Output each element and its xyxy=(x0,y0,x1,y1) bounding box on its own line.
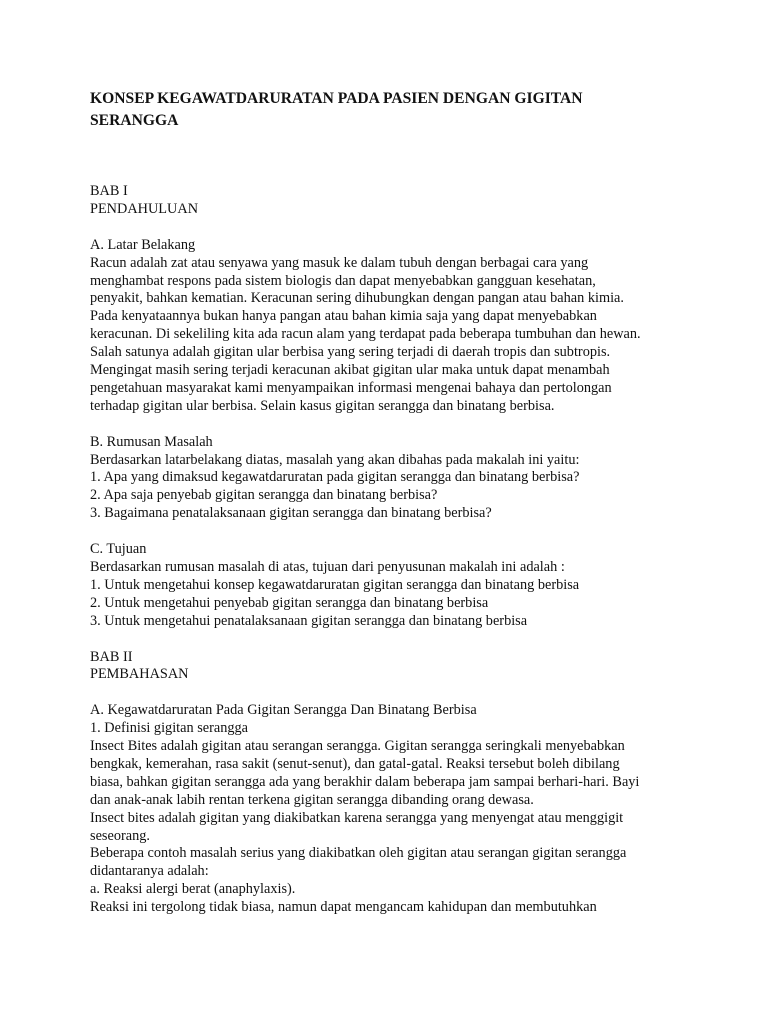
body-line: Reaksi ini tergolong tidak biasa, namun dapat mengancam kahidupan dan membutuhkan xyxy=(90,899,597,916)
body-line: pengetahuan masyarakat kami menyampaikan informasi mengenai bahaya dan pertolongan xyxy=(90,379,612,396)
body-line: penyakit, bahkan kematian. Keracunan sering dihubungkan dengan pangan atau bahan kimia. xyxy=(90,290,624,307)
paragraph-break xyxy=(90,684,690,702)
body-line: Mengingat masih sering terjadi keracunan akibat gigitan ular maka untuk dapat menambah xyxy=(90,362,610,379)
body-line: A. Latar Belakang xyxy=(90,236,196,253)
body-line: didantaranya adalah: xyxy=(90,863,209,880)
body-line: 1. Untuk mengetahui konsep kegawatdaruratan gigitan serangga dan binatang berbisa xyxy=(90,576,580,593)
title-line: KONSEP KEGAWATDARURATAN PADA PASIEN DENGAN GIGITAN xyxy=(90,90,583,107)
paragraph-break xyxy=(90,416,690,434)
document-body xyxy=(90,183,690,917)
body-line: keracunan. Di sekeliling kita ada racun alam yang terdapat pada beberapa tumbuhan dan hewan. xyxy=(90,326,641,343)
document-page xyxy=(90,88,690,917)
body-line: B. Rumusan Masalah xyxy=(90,433,213,450)
body-line: Salah satunya adalah gigitan ular berbisa yang sering terjadi di daerah tropis dan subtropis. xyxy=(90,344,611,361)
body-line: Berdasarkan rumusan masalah di atas, tujuan dari penyusunan makalah ini adalah : xyxy=(90,558,565,575)
body-line: 2. Untuk mengetahui penyebab gigitan serangga dan binatang berbisa xyxy=(90,594,489,611)
body-line: dan anak-anak labih rentan terkena gigitan serangga dibanding orang dewasa. xyxy=(90,791,534,808)
body-line: Beberapa contoh masalah serius yang diakibatkan oleh gigitan atau serangan gigitan serangga xyxy=(90,845,627,862)
body-line: Berdasarkan latarbelakang diatas, masalah yang akan dibahas pada makalah ini yaitu: xyxy=(90,451,580,468)
body-line: 3. Bagaimana penatalaksanaan gigitan serangga dan binatang berbisa? xyxy=(90,505,492,522)
body-line: PENDAHULUAN xyxy=(90,200,199,217)
body-line: Pada kenyataannya bukan hanya pangan atau bahan kimia saja yang dapat menyebabkan xyxy=(90,308,597,325)
body-line: menghambat respons pada sistem biologis dan dapat menyebabkan gangguan kesehatan, xyxy=(90,272,596,289)
body-line: 1. Definisi gigitan serangga xyxy=(90,720,249,737)
body-line: BAB I xyxy=(90,183,128,199)
body-line: A. Kegawatdaruratan Pada Gigitan Serangga Dan Binatang Berbisa xyxy=(90,702,477,719)
body-line: 3. Untuk mengetahui penatalaksanaan gigitan serangga dan binatang berbisa xyxy=(90,612,528,629)
body-line: 1. Apa yang dimaksud kegawatdaruratan pada gigitan serangga dan binatang berbisa? xyxy=(90,469,580,486)
body-line: Insect bites adalah gigitan yang diakibatkan karena serangga yang menyengat atau menggigit xyxy=(90,809,624,826)
paragraph-break xyxy=(90,523,690,541)
body-line: terhadap gigitan ular berbisa. Selain kasus gigitan serangga dan binatang berbisa. xyxy=(90,397,555,414)
body-line: Insect Bites adalah gigitan atau serangan serangga. Gigitan serangga seringkali menyebabkan xyxy=(90,738,625,755)
body-line: 2. Apa saja penyebab gigitan serangga dan binatang berbisa? xyxy=(90,487,438,504)
body-line: seseorang. xyxy=(90,827,150,844)
body-line: PEMBAHASAN xyxy=(90,666,189,683)
body-line: a. Reaksi alergi berat (anaphylaxis). xyxy=(90,881,296,898)
body-line: BAB II xyxy=(90,648,133,665)
title-spacer xyxy=(90,131,690,183)
body-line: bengkak, kemerahan, rasa sakit (senut-senut), dan gatal-gatal. Reaksi tersebut boleh dibilang xyxy=(90,755,620,772)
body-line: C. Tujuan xyxy=(90,541,147,558)
title-line: SERANGGA xyxy=(90,111,179,129)
body-line: Racun adalah zat atau senyawa yang masuk ke dalam tubuh dengan berbagai cara yang xyxy=(90,254,589,271)
body-line: biasa, bahkan gigitan serangga ada yang berakhir dalam beberapa jam sampai berhari-hari. Bayi xyxy=(90,773,640,790)
paragraph-break xyxy=(90,631,690,649)
document-title xyxy=(90,88,690,131)
paragraph-break xyxy=(90,219,690,237)
